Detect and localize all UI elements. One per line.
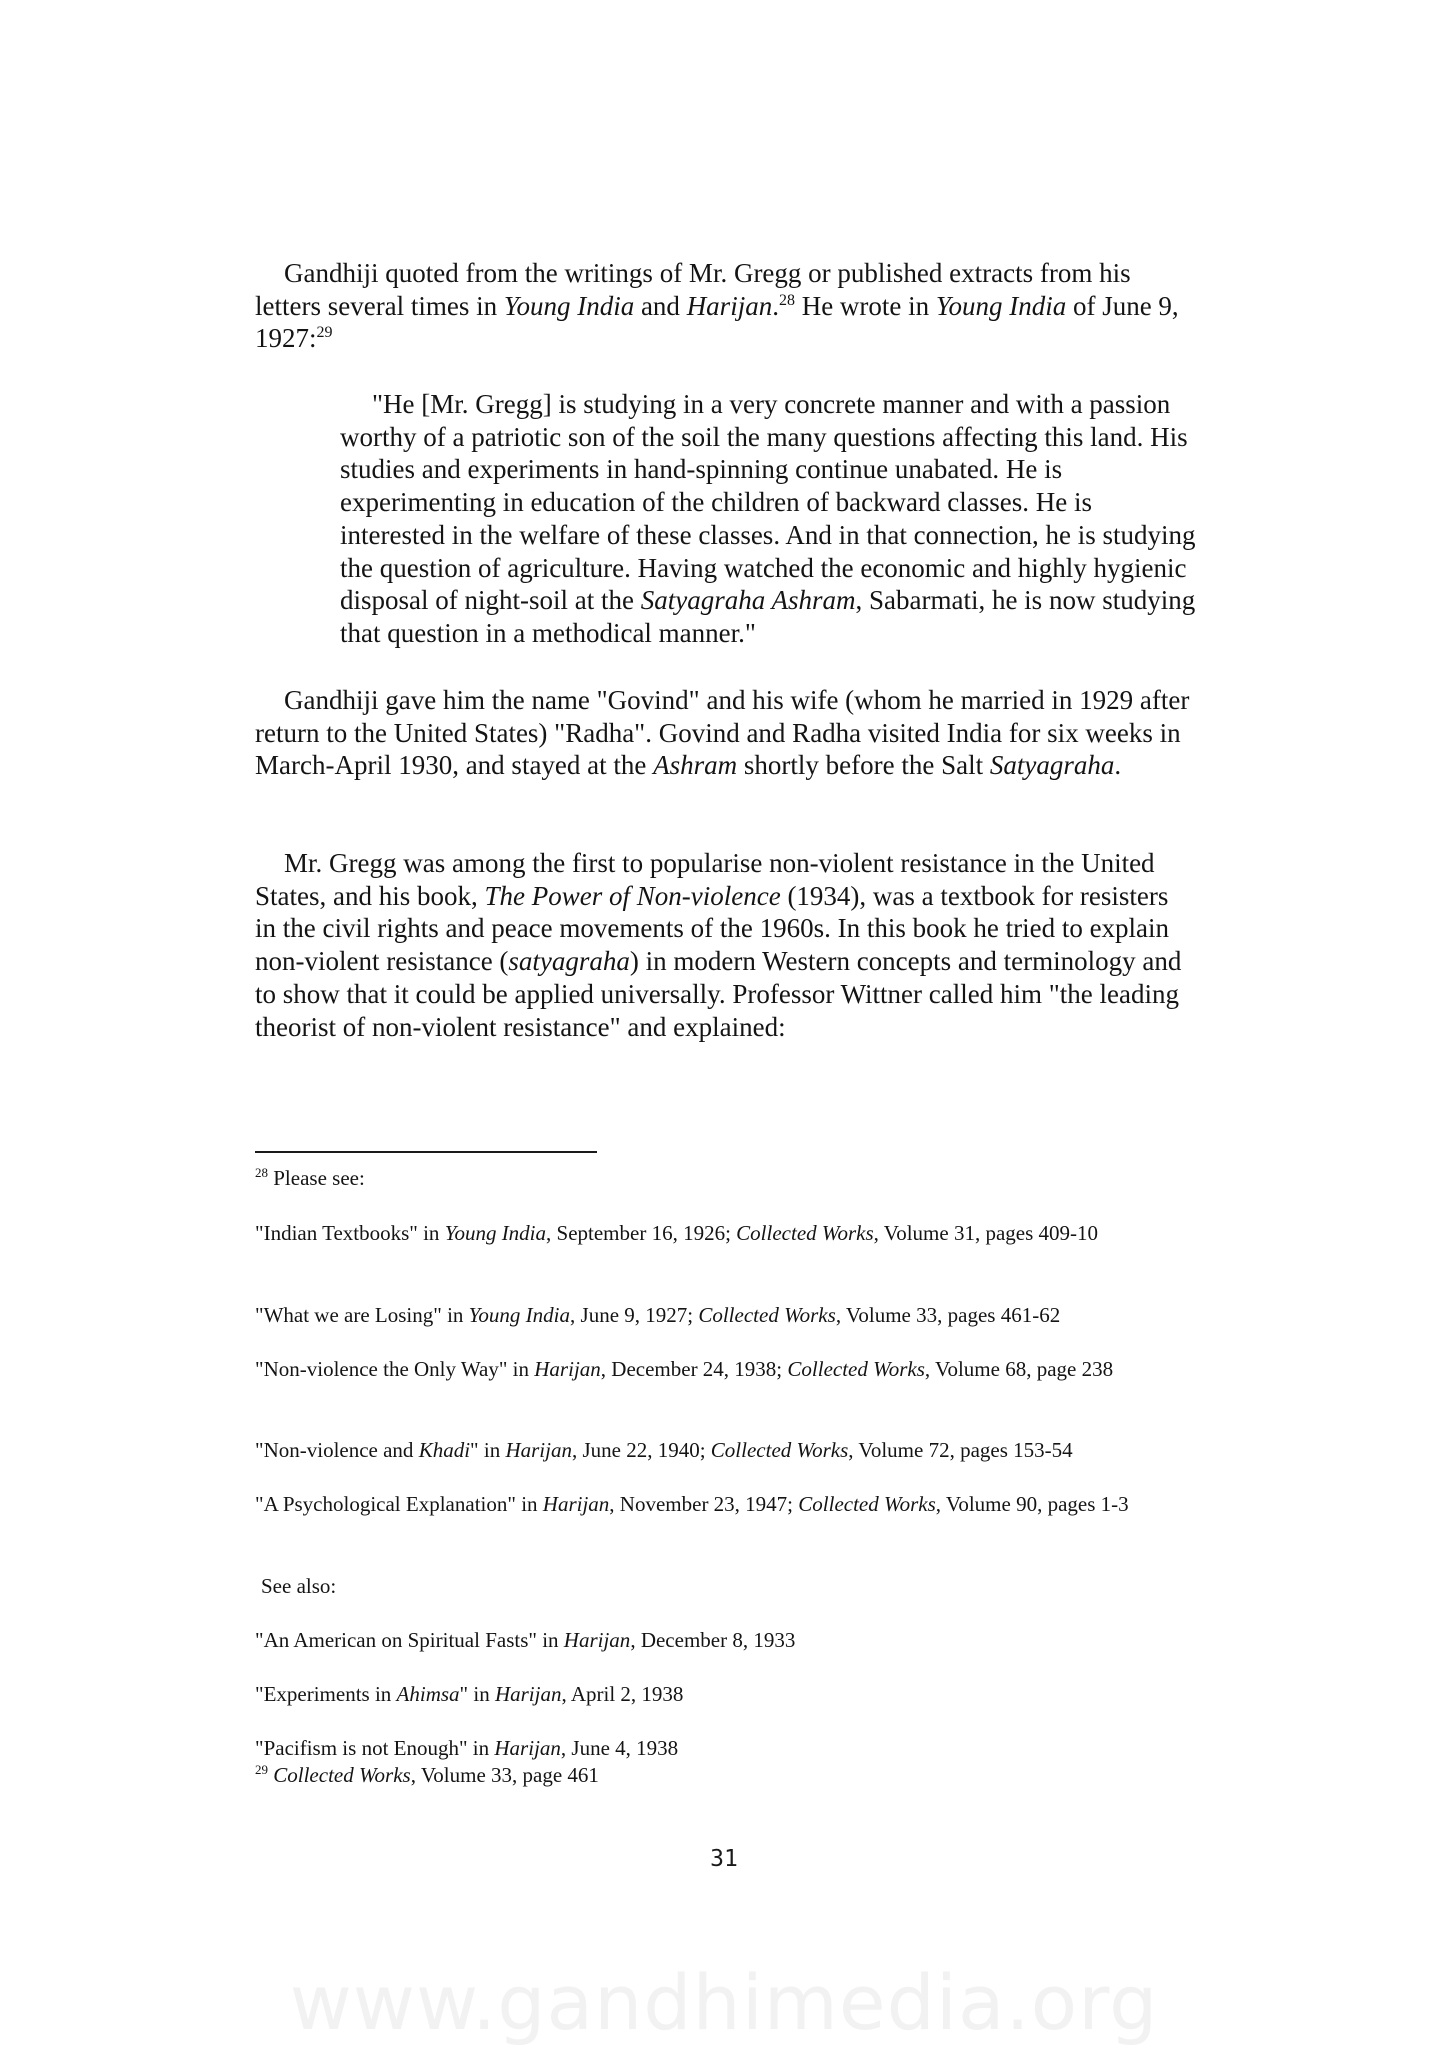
footnote-number: 28 [255,1165,268,1180]
italic-term: Satyagraha Ashram [640,585,856,616]
text-run: Please see: [268,1166,365,1190]
italic-title: Harijan [686,290,773,321]
text-run: , June 9, 1927; [570,1303,699,1327]
text-run: , November 23, 1947; [609,1492,799,1516]
watermark: www.gandhimedia.org [289,1958,1159,2047]
italic-title: Young India [935,290,1067,321]
italic-title: Collected Works [798,1492,936,1516]
italic-title: Young India [468,1303,571,1327]
italic-title: Harijan [563,1628,631,1652]
text-run: , Volume 90, pages 1-3 [935,1492,1129,1516]
text-run: of June 9, 1927: [255,290,1179,354]
text-run: ) in modern Western concepts and terminology and to show that it could be applied universally. Professor Wittner called him "the leading theorist of non-violent resistance" and explained: [255,946,1182,1042]
italic-term: satyagraha [508,946,630,977]
italic-title: Young India [444,1221,547,1245]
see-also-item-1 [255,1627,1195,1654]
italic-title: Collected Works [698,1303,836,1327]
text-run: " in [470,1438,506,1462]
text-run: , April 2, 1938 [561,1682,684,1706]
paragraph-3 [255,847,1190,1043]
text-run: and [634,290,687,321]
paragraph-2 [255,684,1190,782]
footnote-item-4 [255,1437,1195,1464]
text-run: "An American on Spiritual Fasts" in [255,1628,564,1652]
text-run: "Pacifism is not Enough" in [255,1736,495,1760]
see-also-heading: See also: [261,1574,337,1598]
italic-title: Collected Works [787,1357,925,1381]
text-run: , Volume 33, pages 461-62 [835,1303,1061,1327]
italic-term: Ahimsa [396,1682,460,1706]
italic-term: Satyagraha [989,750,1115,781]
text-run: , Volume 33, page 461 [410,1763,599,1787]
italic-title: Harijan [505,1438,572,1462]
page-number: 31 [710,1846,738,1872]
block-quote [340,388,1200,650]
italic-title: Collected Works [736,1221,874,1245]
italic-title: Collected Works [710,1438,849,1462]
text-run: "Indian Textbooks" in [255,1221,445,1245]
italic-title: Harijan [534,1357,601,1381]
italic-title: Collected Works [273,1763,411,1787]
see-also-item-2 [255,1681,1195,1708]
footnote-item-3 [255,1356,1195,1383]
text-run: , Volume 31, pages 409-10 [873,1221,1099,1245]
text-run: " in [459,1682,495,1706]
text-run: , December 24, 1938; [600,1357,788,1381]
italic-term: Khadi [418,1438,471,1462]
footnote-item-1 [255,1220,1195,1247]
text-run: (1934), was a textbook for resisters in the civil rights and peace movements of the 1960s. In this book he tried to explain non-violent resistance ( [255,880,1170,977]
text-run: "He [Mr. Gregg] is studying in a very concrete manner and with a passion worthy of a patriotic son of the soil the many questions affecting this land. His studies and experiments in hand-spinning continue unabated. He is experimenting in education of the children of backward classes. He is interested in the welfare of these classes. And in that connection, he is studying the question of agriculture. Having watched the economic and highly hygienic disposal of night-soil at the [340,389,1196,616]
footnote-ref-28: 28 [778,291,795,309]
italic-title: Harijan [494,1682,562,1706]
text-run: , June 22, 1940; [571,1438,711,1462]
text-run: "What we are Losing" in [255,1303,469,1327]
text-run: Gandhiji quoted from the writings of Mr. Gregg or published extracts from his letters several times in [255,258,1131,321]
text-run: , Volume 68, page 238 [924,1357,1114,1381]
italic-title: The Power of Non-violence [484,880,781,911]
footnote-29 [255,1762,1195,1789]
paragraph-1 [255,257,1190,355]
text-run: , Volume 72, pages 153-54 [848,1438,1073,1462]
text-run: He wrote in [794,290,936,321]
text-run: "Experiments in [255,1682,397,1706]
text-run: , Sabarmati, he is now studying that question in a methodical manner." [340,585,1196,648]
italic-title: Harijan [494,1736,561,1760]
text-run: Mr. Gregg was among the first to popularise non-violent resistance in the United States, and his book, [255,848,1155,911]
text-run: "A Psychological Explanation" in [255,1492,543,1516]
text-run: "Non-violence the Only Way" in [255,1357,535,1381]
see-also-item-3 [255,1735,1195,1762]
footnote-separator [255,1151,597,1153]
footnote-28 [255,1165,1195,1192]
italic-title: Young India [503,290,635,321]
text-run: . [772,290,779,321]
text-run: . [1114,750,1122,781]
text-run: "Non-violence and [255,1438,419,1462]
text-run: shortly before the Salt [737,750,990,781]
text-run: Gandhiji gave him the name "Govind" and his wife (whom he married in 1929 after return to the United States) "Radha". Govind and Radha visited India for six weeks in March-April 1930, and stayed at the [255,685,1190,781]
footnote-item-5 [255,1491,1195,1518]
footnote-ref-29: 29 [316,324,333,342]
italic-title: Harijan [542,1492,610,1516]
text-run: , December 8, 1933 [630,1628,796,1652]
text-run: , September 16, 1926; [546,1221,737,1245]
footnote-item-2 [255,1302,1195,1329]
text-run: , June 4, 1938 [560,1736,679,1760]
italic-term: Ashram [653,750,738,781]
footnote-number: 29 [255,1762,268,1777]
